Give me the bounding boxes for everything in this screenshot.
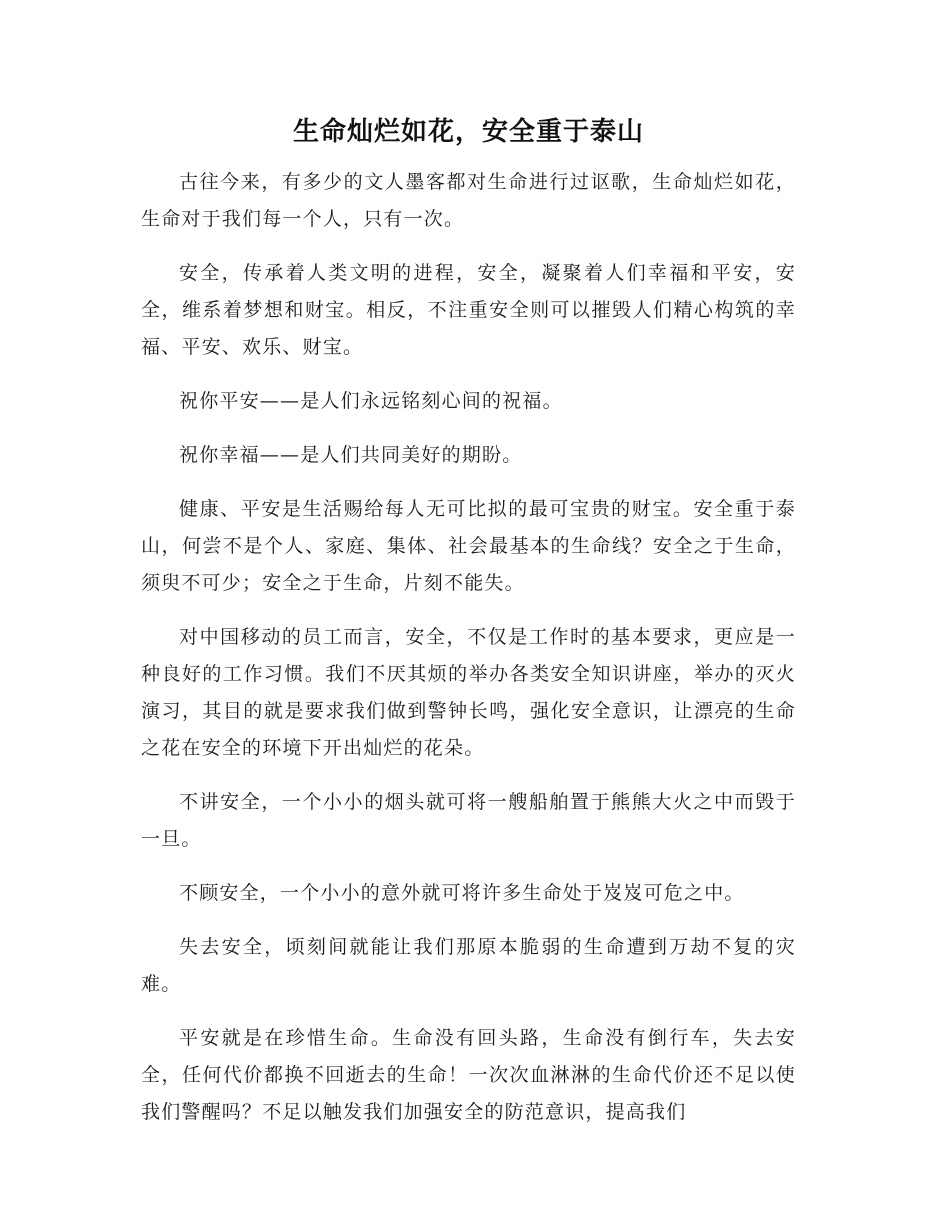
document-title: 生命灿烂如花，安全重于泰山 xyxy=(292,117,644,147)
paragraph-6: 对中国移动的员工而言，安全，不仅是工作时的基本要求，更应是一种良好的工作习惯。我们不厌其烦的举办各类安全知识讲座，举办的灭火演习，其目的就是要求我们做到警钟长鸣，强化安全意识，让漂亮的生命之花在安全的环境下开出灿烂的花朵。 xyxy=(141,626,796,759)
paragraph-10: 平安就是在珍惜生命。生命没有回头路，生命没有倒行车，失去安全，任何代价都换不回逝去的生命！一次次血淋淋的生命代价还不足以使我们警醒吗？不足以触发我们加强安全的防范意识，提高我们 xyxy=(141,1027,796,1123)
paragraph-2: 安全，传承着人类文明的进程，安全，凝聚着人们幸福和平安，安全，维系着梦想和财宝。相反，不注重安全则可以摧毁人们精心构筑的幸福、平安、欢乐、财宝。 xyxy=(141,262,796,358)
document-body xyxy=(141,164,796,1148)
paragraph-8: 不顾安全，一个小小的意外就可将许多生命处于岌岌可危之中。 xyxy=(179,882,745,904)
paragraph-5: 健康、平安是生活赐给每人无可比拟的最可宝贵的财宝。安全重于泰山，何尝不是个人、家庭、集体、社会最基本的生命线？安全之于生命，须臾不可少；安全之于生命，片刻不能失。 xyxy=(141,498,796,594)
paragraph-4: 祝你幸福——是人们共同美好的期盼。 xyxy=(179,444,523,466)
paragraph-3: 祝你平安——是人们永远铭刻心间的祝福。 xyxy=(179,390,563,412)
paragraph-7: 不讲安全，一个小小的烟头就可将一艘船舶置于熊熊大火之中而毁于一旦。 xyxy=(141,791,796,850)
paragraph-9: 失去安全，顷刻间就能让我们那原本脆弱的生命遭到万劫不复的灾难。 xyxy=(141,936,796,995)
paragraph-1: 古往今来，有多少的文人墨客都对生命进行过讴歌，生命灿烂如花，生命对于我们每一个人，只有一次。 xyxy=(141,171,796,230)
